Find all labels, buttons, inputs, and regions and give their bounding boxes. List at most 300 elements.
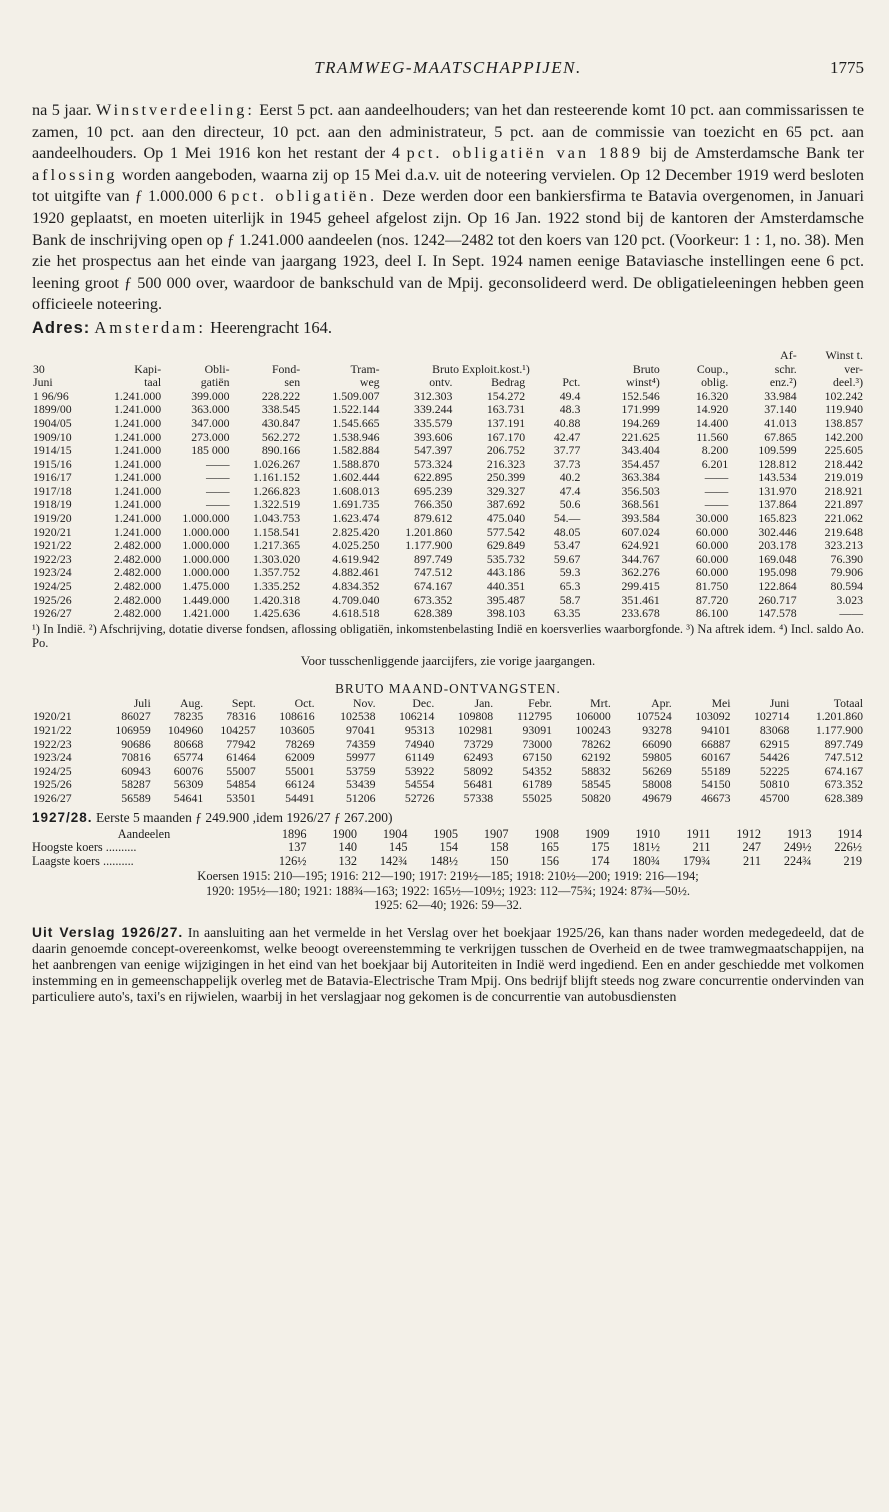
table-cell: 93091 (522, 723, 552, 737)
koers-header-cell: 1909 (584, 826, 610, 841)
table-row (32, 738, 864, 752)
table-cell: 1.000.000 (182, 565, 230, 580)
financial-header-cell: Kapi- (134, 361, 162, 376)
table-cell: 1.522.144 (332, 402, 380, 417)
table-cell: 766.350 (414, 497, 453, 512)
table-cell: 879.612 (414, 511, 453, 526)
koers-header-cell: Aandeelen (117, 826, 171, 841)
table-cell: —— (839, 606, 863, 621)
table-cell: 60.000 (695, 538, 729, 553)
financial-header-cell: winst⁴) (626, 375, 660, 390)
table-cell: 51206 (346, 790, 376, 805)
table-cell: 1.241.000 (113, 470, 162, 485)
table-cell: 1899/00 (33, 402, 72, 417)
table-cell: Laagste koers .......... (32, 854, 134, 869)
monthly-header-cell (32, 697, 99, 711)
financial-header-cell: 30 (33, 361, 45, 376)
financial-table-body (32, 390, 864, 621)
header-winst: Winst t. (825, 347, 863, 362)
table-row (32, 417, 864, 431)
table-cell: 50.6 (559, 497, 581, 512)
table-row (32, 724, 864, 738)
koers-header-cell: 1907 (483, 826, 509, 841)
table-cell: 387.692 (486, 497, 526, 512)
table-cell: 1.201.860 (815, 709, 863, 724)
financial-header-cell: Bruto (632, 361, 660, 376)
table-cell: 1.000.000 (182, 524, 230, 539)
table-cell: 1.509.007 (332, 388, 380, 403)
table-cell: 86.100 (695, 606, 729, 621)
table-cell: 1926/27 (33, 606, 72, 621)
address-label: Adres: (32, 318, 91, 337)
monthly-header-cell: Juni (769, 695, 790, 710)
table-cell: 343.404 (621, 443, 660, 458)
table-cell: 66887 (701, 736, 731, 751)
table-cell: 52225 (759, 763, 790, 778)
table-cell: 59.67 (553, 551, 581, 566)
table-cell: 329.327 (486, 483, 526, 498)
table-cell: 299.415 (621, 579, 660, 594)
table-cell: 73729 (463, 736, 494, 751)
table-cell: 2.482.000 (113, 538, 162, 553)
table-cell: 48.3 (559, 402, 581, 417)
intro-text-2: bij de Amsterdamsche Bank ter (649, 144, 864, 163)
table-cell: 1916/17 (33, 470, 72, 485)
table-cell: 1.241.000 (113, 483, 162, 498)
koers-header-cell: 1904 (382, 826, 408, 841)
table-cell: 181½ (632, 840, 660, 855)
table-cell: 398.103 (486, 606, 526, 621)
monthly-header-row (32, 697, 864, 711)
table-cell: 211 (743, 854, 761, 869)
financial-header-cell: taal (144, 375, 162, 390)
table-cell: 1924/25 (33, 579, 72, 594)
table-cell: 109.599 (758, 443, 797, 458)
monthly-header-cell: Sept. (231, 695, 256, 710)
table-cell: 78262 (581, 736, 611, 751)
table-cell: 67.865 (764, 429, 797, 444)
table-cell: 362.276 (621, 565, 660, 580)
table-cell: 40.88 (553, 415, 581, 430)
financial-header-cell: weg (359, 375, 380, 390)
table-cell: —— (205, 456, 230, 471)
table-cell: 78235 (173, 709, 204, 724)
monthly-header-cell: Dec. (412, 695, 435, 710)
table-cell: 1.623.474 (332, 511, 380, 526)
table-cell: 171.999 (621, 402, 660, 417)
financial-header-cell: ontv. (429, 375, 453, 390)
table-cell: 156 (540, 854, 559, 869)
table-cell: 1.158.541 (252, 524, 301, 539)
table-cell: 2.825.420 (332, 524, 380, 539)
table-cell: 344.767 (621, 551, 660, 566)
table-cell: 219.648 (824, 524, 863, 539)
table-cell: 104960 (167, 723, 204, 737)
table-cell: 1924/25 (33, 763, 72, 778)
table-cell: 58832 (581, 763, 611, 778)
table-cell: 1.177.900 (405, 538, 453, 553)
document-page (32, 0, 864, 1005)
table-row (32, 512, 864, 526)
aflossing-word: aflossing (32, 165, 118, 184)
table-cell: 1.161.152 (252, 470, 301, 485)
table-cell: 143.534 (758, 470, 797, 485)
table-cell: 137.191 (486, 415, 526, 430)
table-cell: 77942 (226, 736, 256, 751)
table-cell: 224¾ (783, 854, 812, 869)
table-cell: 2.482.000 (113, 551, 162, 566)
monthly-table-body (32, 710, 864, 805)
table-cell: 79.906 (830, 565, 863, 580)
table-cell: 95313 (404, 723, 435, 737)
table-cell: 102981 (457, 723, 494, 737)
financial-header-cell: Coup., (696, 361, 729, 376)
table-cell: 119.940 (825, 402, 863, 417)
table-cell: 216.323 (486, 456, 526, 471)
table-cell: 1.691.735 (332, 497, 380, 512)
table-cell: 2.482.000 (113, 592, 162, 607)
table-cell: 338.545 (261, 402, 301, 417)
table-cell: 62493 (463, 750, 494, 765)
table-cell: 42.47 (553, 429, 581, 444)
monthly-header-cell: Nov. (353, 695, 376, 710)
table-cell: 112795 (517, 709, 552, 724)
table-cell: 63.35 (553, 606, 581, 621)
table-row (32, 431, 864, 445)
table-cell: 897.749 (414, 551, 453, 566)
table-cell: 2.482.000 (113, 579, 162, 594)
table-cell: 628.389 (824, 790, 863, 805)
monthly-header-cell: Juli (133, 695, 151, 710)
table-cell: 624.921 (621, 538, 660, 553)
table-cell: —— (704, 483, 729, 498)
table-cell: 4.834.352 (332, 579, 380, 594)
table-cell: 87.720 (695, 592, 729, 607)
table-cell: 1918/19 (33, 497, 72, 512)
table-cell: 628.389 (414, 606, 453, 621)
table-cell: 1.241.000 (113, 443, 162, 458)
table-cell: 1.582.884 (332, 443, 380, 458)
table-cell: 154 (439, 840, 458, 855)
koersen-line-3: 1925: 62—40; 1926: 59—32. (374, 898, 522, 913)
table-cell: 250.399 (486, 470, 526, 485)
table-cell: 4.025.250 (332, 538, 380, 553)
table-row (32, 526, 864, 540)
table-cell: 14.400 (695, 415, 729, 430)
table-cell: 106000 (575, 709, 611, 724)
table-cell: 1915/16 (33, 456, 72, 471)
table-cell: 55189 (701, 763, 731, 778)
table-cell: 158 (490, 840, 509, 855)
table-cell: 53759 (346, 763, 376, 778)
table-cell: 53439 (346, 777, 376, 792)
table-cell: 54150 (701, 777, 731, 792)
table-cell: 49679 (642, 790, 672, 805)
table-cell: 1.241.000 (113, 511, 162, 526)
koers-header-row (32, 828, 864, 842)
koers-header-cell: 1913 (786, 826, 812, 841)
table-cell: 137.864 (758, 497, 797, 512)
table-cell: 673.352 (824, 777, 863, 792)
obligaties-1889: pct. obligatiën van 1889 (406, 144, 644, 163)
table-cell: 33.984 (764, 388, 797, 403)
table-cell: 221.062 (824, 511, 863, 526)
financial-header-cell: schr. (774, 361, 797, 376)
table-cell: 211 (692, 840, 711, 855)
table-cell: 86027 (121, 709, 151, 724)
table-cell: 351.461 (621, 592, 660, 607)
table-cell: —— (205, 470, 230, 485)
previous-years-note: Voor tusschenliggende jaarcijfers, zie vorige jaargangen. (300, 652, 596, 668)
running-title: TRAMWEG-MAATSCHAPPIJEN. (314, 58, 582, 77)
table-cell: 2.482.000 (113, 565, 162, 580)
koersen-line-2: 1920: 195½—180; 1921: 188¾—163; 1922: 165½—109½; 1923: 112—75¾; 1924: 87¾—50½. (206, 883, 690, 898)
table-cell: 629.849 (486, 538, 526, 553)
table-cell: 622.895 (414, 470, 453, 485)
table-cell: 142¾ (379, 854, 408, 869)
table-cell: 152.546 (621, 388, 660, 403)
table-cell: 1.000.000 (182, 551, 230, 566)
monthly-header-cell: Oct. (294, 695, 315, 710)
table-cell: 58545 (581, 777, 611, 792)
table-cell: 1909/10 (33, 429, 72, 444)
table-cell: 60943 (121, 763, 151, 778)
table-cell: 70816 (121, 750, 151, 765)
verslag-paragraph (32, 925, 864, 1005)
table-cell: 16.320 (695, 388, 729, 403)
table-cell: 1.241.000 (113, 524, 162, 539)
table-cell: 1.475.000 (182, 579, 230, 594)
table-cell: 60167 (701, 750, 731, 765)
table-cell: 6.201 (701, 456, 729, 471)
table-cell: 1.043.753 (252, 511, 301, 526)
table-cell: 1.000.000 (182, 511, 230, 526)
table-cell: 122.864 (758, 579, 797, 594)
table-cell: 59.3 (559, 565, 581, 580)
table-cell: 195.098 (758, 565, 797, 580)
table-cell: 45700 (759, 790, 790, 805)
table-cell: 37.73 (553, 456, 581, 471)
table-cell: 58.7 (559, 592, 581, 607)
table-cell: 50820 (581, 790, 611, 805)
financial-header-cell: Pct. (562, 375, 581, 390)
table-cell: 56269 (642, 763, 672, 778)
table-cell: 363.000 (191, 402, 230, 417)
table-cell: 399.000 (191, 388, 230, 403)
koers-header-cell: 1910 (635, 826, 660, 841)
table-cell: 93278 (642, 723, 672, 737)
table-cell: 1.303.020 (252, 551, 301, 566)
table-cell: 206.752 (486, 443, 526, 458)
table-cell: 1921/22 (33, 538, 72, 553)
table-cell: 475.040 (486, 511, 526, 526)
table-cell: 1.241.000 (113, 415, 162, 430)
table-cell: 1.241.000 (113, 388, 162, 403)
table-cell: 66124 (285, 777, 315, 792)
table-cell: 83068 (759, 723, 790, 737)
table-cell: 61149 (405, 750, 435, 765)
table-cell: 4.619.942 (332, 551, 380, 566)
table-cell: 1.608.013 (332, 483, 380, 498)
table-cell: 1.026.267 (252, 456, 301, 471)
table-cell: 674.167 (414, 579, 453, 594)
table-cell: 165.823 (758, 511, 797, 526)
table-cell: 62915 (759, 736, 790, 751)
address-city: Amsterdam: (94, 317, 206, 337)
table-cell: 180¾ (632, 854, 660, 869)
intro-text-4: Deze werden door een bankiersfirma te Batavia overgenomen, in Januari 1920 geplaatst, en moeten uiterlijk in 1945 geheel afgelost zijn. Op 16 Jan. 1922 stond bij de kantoren der Amsterdamsche Bank de inschrijving open op ƒ 1.241.000 aandeelen (nos. 1242—2482 tot den koers van 120 pct. (Voorkeur: 1 : 1, no. 38). Men zie het prospectus aan het einde van jaargang 1923, deel I. In Sept. 1924 namen eenige Bataviasche instellingen eene 6 pct. leening groot ƒ 500 000 over, waardoor de bankschuld van de Mpij. geconsolideerd werd. De obligatieleeningen hebben geen officieele noteering. (32, 187, 865, 314)
table-cell: 312.303 (414, 388, 453, 403)
table-cell: 1.000.000 (182, 538, 230, 553)
table-cell: 73000 (522, 736, 552, 751)
table-cell: 56309 (173, 777, 204, 792)
table-cell: 228.222 (261, 388, 301, 403)
table-cell: 339.244 (414, 402, 453, 417)
table-row (32, 485, 864, 499)
table-row (32, 539, 864, 553)
table-cell: 1922/23 (33, 736, 72, 751)
koers-header-cell: 1896 (281, 826, 307, 841)
table-cell: 58008 (642, 777, 672, 792)
table-cell: 368.561 (621, 497, 660, 512)
table-cell: 163.731 (486, 402, 526, 417)
table-cell: 221.625 (621, 429, 660, 444)
table-cell: 233.678 (621, 606, 660, 621)
table-row (32, 580, 864, 594)
table-cell: 54352 (522, 763, 552, 778)
table-cell: 1.357.752 (252, 565, 301, 580)
table-cell: 1.421.000 (182, 606, 230, 621)
table-cell: 59805 (642, 750, 672, 765)
table-cell: 1.425.636 (252, 606, 301, 621)
koers-header-cell: 1900 (332, 826, 357, 841)
table-cell: 104257 (220, 723, 256, 737)
financial-header-cell: Tram- (350, 361, 380, 376)
table-cell: 148½ (430, 854, 458, 869)
page-header (32, 0, 864, 100)
table-cell: 37.77 (553, 443, 581, 458)
table-cell: 247 (742, 840, 761, 855)
table-cell: 58287 (121, 777, 151, 792)
table-cell: 194.269 (621, 415, 660, 430)
table-cell: 55025 (522, 790, 552, 805)
table-cell: 97041 (346, 723, 376, 737)
table-cell: 103092 (695, 709, 731, 724)
table-cell: 138.857 (824, 415, 863, 430)
table-cell: 132 (338, 854, 357, 869)
table-row (32, 403, 864, 417)
table-cell: 94101 (701, 723, 731, 737)
table-cell: 1922/23 (33, 551, 72, 566)
footnotes: ¹) In Indië. ²) Afschrijving, dotatie diverse fondsen, aflossing obligatiën, inkomstenbelasting Indië en koersverlies waarborgfonde. ³) Na aftrek idem. ⁴) Incl. saldo Ao. Po. (32, 621, 864, 651)
financial-header-row-2 (32, 376, 864, 390)
table-cell: 1923/24 (33, 565, 72, 580)
table-cell: 1.241.000 (113, 429, 162, 444)
table-cell: 1.588.870 (332, 456, 380, 471)
table-cell: 41.013 (764, 415, 797, 430)
table-cell: 54554 (404, 777, 435, 792)
obligaties-6pct: pct. obligatiën. (231, 187, 378, 206)
table-row (32, 390, 864, 404)
table-cell: 30.000 (695, 511, 729, 526)
table-cell: 54.— (553, 511, 581, 526)
table-cell: 175 (591, 840, 610, 855)
table-cell: 1.217.365 (252, 538, 301, 553)
table-cell: 323.213 (824, 538, 863, 553)
table-cell: 154.272 (486, 388, 526, 403)
table-cell: 52726 (404, 790, 435, 805)
table-cell: 60.000 (695, 524, 729, 539)
financial-header-cell: Juni (33, 375, 53, 390)
table-cell: 54491 (285, 790, 315, 805)
table-cell: 547.397 (414, 443, 453, 458)
koers-header-cell: 1905 (433, 826, 458, 841)
table-cell: 1.177.900 (815, 723, 863, 737)
financial-header-cell: Obli- (204, 361, 230, 376)
table-cell: 1925/26 (33, 592, 72, 607)
table-cell: 225.605 (824, 443, 863, 458)
table-cell: 3.023 (836, 592, 863, 607)
table-cell: 302.446 (758, 524, 797, 539)
table-cell: 47.4 (559, 483, 581, 498)
table-cell: 11.560 (696, 429, 729, 444)
table-cell: 1.335.252 (252, 579, 301, 594)
table-cell: 221.897 (824, 497, 863, 512)
table-cell: 393.584 (621, 511, 660, 526)
table-cell: 1.266.823 (252, 483, 301, 498)
koers-header-cell: 1914 (837, 826, 862, 841)
table-cell: 78269 (285, 736, 315, 751)
table-cell: 8.200 (701, 443, 729, 458)
table-cell: 2.482.000 (113, 606, 162, 621)
table-cell: 335.579 (414, 415, 453, 430)
table-cell: 67150 (522, 750, 552, 765)
table-cell: 273.000 (191, 429, 230, 444)
table-cell: 66090 (642, 736, 672, 751)
table-cell: 102.242 (824, 388, 863, 403)
koers-header-cell: 1912 (736, 826, 761, 841)
intro-start: na 5 jaar. (32, 101, 92, 119)
table-cell: 58092 (463, 763, 494, 778)
table-cell: 1.420.318 (252, 592, 301, 607)
table-cell: 137 (288, 840, 307, 855)
financial-header-cell: Bedrag (491, 375, 526, 390)
table-cell: 61789 (522, 777, 552, 792)
table-cell: 106959 (115, 723, 151, 737)
table-cell: 4.882.461 (332, 565, 380, 580)
table-cell: 65.3 (559, 579, 581, 594)
table-cell: 140 (338, 840, 357, 855)
table-cell: 747.512 (414, 565, 453, 580)
table-row (32, 607, 864, 621)
table-cell: 55001 (285, 763, 315, 778)
table-cell: 395.487 (486, 592, 526, 607)
table-cell: 673.352 (414, 592, 453, 607)
financial-header-cell: ver- (844, 361, 863, 376)
table-row (32, 765, 864, 779)
table-cell: 897.749 (824, 736, 863, 751)
table-cell: 219 (843, 854, 862, 869)
financial-header-cell: sen (284, 375, 301, 390)
table-cell: 226½ (834, 840, 862, 855)
financial-header-cell: gatiën (200, 375, 230, 390)
koers-table (32, 828, 864, 869)
table-row (32, 458, 864, 472)
table-cell: 131.970 (758, 483, 797, 498)
financial-table (32, 349, 864, 621)
table-cell: 142.200 (824, 429, 863, 444)
koers-table-body (32, 841, 864, 869)
